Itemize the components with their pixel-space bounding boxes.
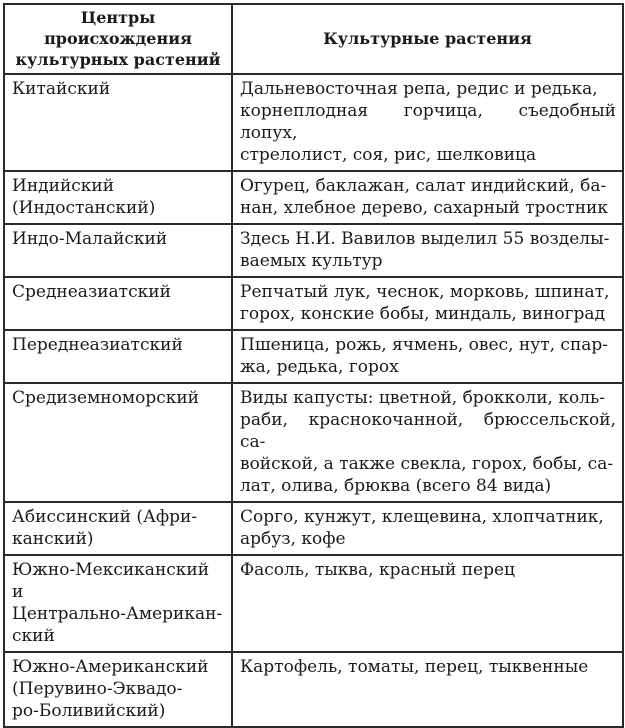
table-row bbox=[4, 74, 623, 171]
table-row bbox=[4, 383, 623, 502]
table-row bbox=[4, 652, 623, 727]
table-row bbox=[4, 330, 623, 383]
table-header-row bbox=[4, 4, 623, 74]
center-name-cell: Переднеазиатский bbox=[4, 330, 232, 383]
table-row bbox=[4, 171, 623, 224]
crops-cell: Виды капусты: цветной, брокколи, коль- раби, краснокочанной, брюссельской, са- войской, а также свекла, горох, бобы, са- лат, олива, брюква (всего 84 вида) bbox=[232, 383, 623, 502]
crop-origin-table bbox=[3, 3, 624, 728]
crops-cell: Сорго, кунжут, клещевина, хлопчатник, арбуз, кофе bbox=[232, 502, 623, 555]
center-name-cell: Средиземноморский bbox=[4, 383, 232, 502]
center-name-cell: Южно-Американский (Перувино-Эквадо- ро-Боливийский) bbox=[4, 652, 232, 727]
header-centers: Центры происхождения культурных растений bbox=[4, 4, 232, 74]
crops-cell: Репчатый лук, чеснок, морковь, шпинат, горох, конские бобы, миндаль, виноград bbox=[232, 277, 623, 330]
crops-cell: Пшеница, рожь, ячмень, овес, нут, спар- жа, редька, горох bbox=[232, 330, 623, 383]
center-name-cell: Среднеазиатский bbox=[4, 277, 232, 330]
center-name-cell: Китайский bbox=[4, 74, 232, 171]
table-row bbox=[4, 277, 623, 330]
crops-cell: Здесь Н.И. Вавилов выделил 55 возделы- ваемых культур bbox=[232, 224, 623, 277]
crops-cell: Огурец, баклажан, салат индийский, ба- нан, хлебное дерево, сахарный тростник bbox=[232, 171, 623, 224]
table-row bbox=[4, 555, 623, 652]
crops-cell: Картофель, томаты, перец, тыквенные bbox=[232, 652, 623, 727]
center-name-cell: Индийский (Индостанский) bbox=[4, 171, 232, 224]
header-crops: Культурные растения bbox=[232, 4, 623, 74]
center-name-cell: Абиссинский (Афри- канский) bbox=[4, 502, 232, 555]
center-name-cell: Индо-Малайский bbox=[4, 224, 232, 277]
crops-cell: Фасоль, тыква, красный перец bbox=[232, 555, 623, 652]
table-row bbox=[4, 224, 623, 277]
crops-cell: Дальневосточная репа, редис и редька, корнеплодная горчица, съедобный лопух, стрелолист, соя, рис, шелковица bbox=[232, 74, 623, 171]
center-name-cell: Южно-Мексиканский и Центрально-Американ- ский bbox=[4, 555, 232, 652]
table-row bbox=[4, 502, 623, 555]
